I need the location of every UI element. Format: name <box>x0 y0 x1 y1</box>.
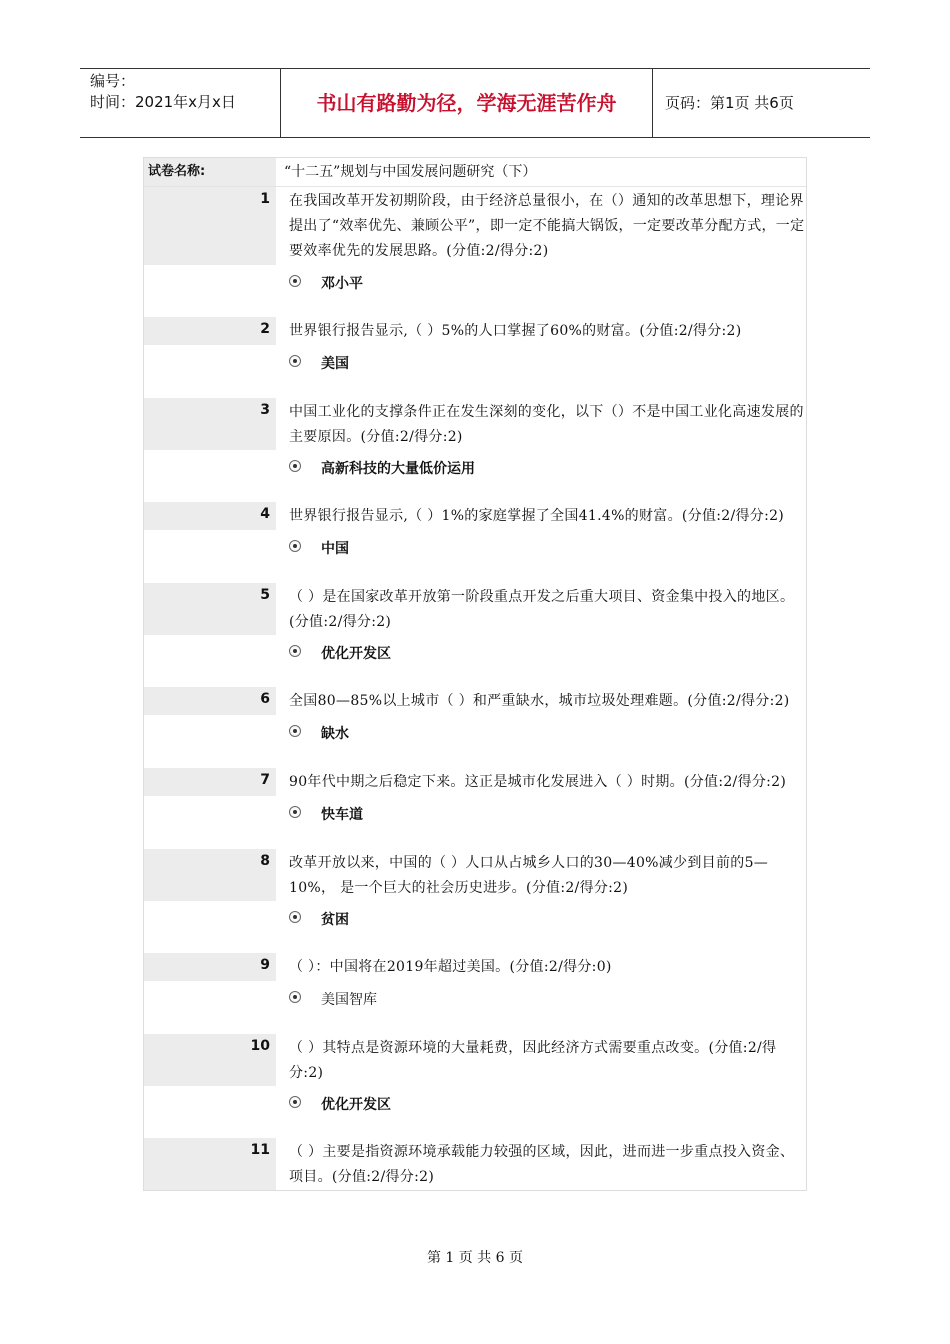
question-text: （ ）其特点是资源环境的大量耗费，因此经济方式需要重点改变。(分值:2/得分:2) <box>289 1040 777 1081</box>
question-number-cell <box>144 187 276 265</box>
question-number: 9 <box>260 957 270 973</box>
header-motto: 书山有路勤为径，学海无涯苦作舟 <box>280 69 653 137</box>
answer-text: 美国 <box>321 356 349 372</box>
exam-name-label: 试卷名称: <box>144 158 276 186</box>
answer-option[interactable] <box>289 719 789 747</box>
page-header <box>80 68 870 138</box>
question-number: 4 <box>260 506 270 522</box>
question-text: 全国80—85%以上城市（ ）和严重缺水，城市垃圾处理难题。(分值:2/得分:2) <box>289 693 790 709</box>
exam-name: “十二五”规划与中国发展问题研究（下） <box>284 164 537 180</box>
answer-text: 美国智库 <box>321 992 377 1008</box>
question-number-cell <box>144 1034 276 1086</box>
question-text: （ ）主要是指资源环境承载能力较强的区域，因此，进而进一步重点投入资金、项目。(分值:2/得分:2) <box>289 1144 795 1185</box>
question-number: 3 <box>260 402 270 418</box>
question-8 <box>144 849 806 952</box>
answer-option[interactable] <box>289 1090 789 1118</box>
question-5 <box>144 583 806 686</box>
question-number-cell <box>144 953 276 981</box>
question-number: 7 <box>260 772 270 788</box>
question-number: 1 <box>260 191 270 207</box>
radio-selected-icon[interactable] <box>289 540 301 552</box>
question-text: （ ）：中国将在2019年超过美国。(分值:2/得分:0) <box>289 959 612 975</box>
radio-selected-icon[interactable] <box>289 1096 301 1108</box>
question-number: 2 <box>260 321 270 337</box>
question-10 <box>144 1034 806 1137</box>
question-number-cell <box>144 687 276 715</box>
header-meta <box>80 69 280 137</box>
question-text: 中国工业化的支撑条件正在发生深刻的变化，以下（）不是中国工业化高速发展的主要原因。(分值:2/得分:2) <box>289 404 804 445</box>
question-11 <box>144 1138 806 1190</box>
question-3 <box>144 398 806 501</box>
question-number-cell <box>144 583 276 635</box>
question-text: （ ）是在国家改革开放第一阶段重点开发之后重大项目、资金集中投入的地区。(分值:2/得分:2) <box>289 589 795 630</box>
answer-option[interactable] <box>289 269 789 297</box>
question-text: 改革开放以来，中国的（ ）人口从占城乡人口的30—40%减少到目前的5—10%， 是一个巨大的社会历史进步。(分值:2/得分:2) <box>289 855 769 896</box>
answer-option[interactable] <box>289 905 789 933</box>
answer-text: 邓小平 <box>321 276 363 292</box>
question-4 <box>144 502 806 582</box>
question-number-cell <box>144 502 276 530</box>
question-9 <box>144 953 806 1033</box>
exam-title-row <box>144 158 806 187</box>
answer-text: 中国 <box>321 541 349 557</box>
radio-selected-icon[interactable] <box>289 460 301 472</box>
radio-selected-icon[interactable] <box>289 911 301 923</box>
answer-option[interactable] <box>289 534 789 562</box>
date-line: 时间：2021年x月x日 <box>90 93 236 111</box>
answer-option[interactable] <box>289 349 789 377</box>
question-number-cell <box>144 849 276 901</box>
question-number-cell <box>144 1138 276 1190</box>
page-footer: 第 1 页 共 6 页 <box>426 1250 524 1266</box>
question-2 <box>144 317 806 397</box>
question-number: 6 <box>260 691 270 707</box>
radio-selected-icon[interactable] <box>289 645 301 657</box>
answer-text: 快车道 <box>321 807 363 823</box>
question-number-cell <box>144 398 276 450</box>
exam-table <box>143 157 807 1191</box>
radio-selected-icon[interactable] <box>289 275 301 287</box>
question-text: 在我国改革开发初期阶段，由于经济总量很小，在（）通知的改革思想下，理论界提出了“效率优先、兼顾公平”，即一定不能搞大锅饭，一定要改革分配方式，一定要效率优先的发展思路。(分值:2/得分:2) <box>289 193 805 259</box>
question-number: 10 <box>250 1038 270 1054</box>
radio-selected-icon[interactable] <box>289 355 301 367</box>
question-1 <box>144 187 806 317</box>
question-number: 5 <box>260 587 270 603</box>
answer-text: 贫困 <box>321 912 349 928</box>
answer-option[interactable] <box>289 800 789 828</box>
answer-option[interactable] <box>289 639 789 667</box>
question-7 <box>144 768 806 848</box>
question-number-cell <box>144 768 276 796</box>
question-number: 11 <box>250 1142 270 1158</box>
answer-text: 高新科技的大量低价运用 <box>321 461 475 477</box>
radio-selected-icon[interactable] <box>289 991 301 1003</box>
radio-selected-icon[interactable] <box>289 725 301 737</box>
question-text: 世界银行报告显示,（ ）5%的人口掌握了60%的财富。(分值:2/得分:2) <box>289 323 742 339</box>
code-label: 编号： <box>90 72 136 90</box>
answer-option[interactable] <box>289 454 789 482</box>
answer-text: 优化开发区 <box>321 1097 391 1113</box>
question-6 <box>144 687 806 767</box>
question-text: 90年代中期之后稳定下来。这正是城市化发展进入（ ）时期。(分值:2/得分:2) <box>289 774 787 790</box>
answer-option[interactable] <box>289 985 789 1013</box>
answer-text: 缺水 <box>321 726 349 742</box>
question-number-cell <box>144 317 276 345</box>
question-text: 世界银行报告显示,（ ）1%的家庭掌握了全国41.4%的财富。(分值:2/得分:2) <box>289 508 785 524</box>
answer-text: 优化开发区 <box>321 646 391 662</box>
header-page-info: 页码：第1页 共6页 <box>665 94 794 112</box>
question-number: 8 <box>260 853 270 869</box>
radio-selected-icon[interactable] <box>289 806 301 818</box>
